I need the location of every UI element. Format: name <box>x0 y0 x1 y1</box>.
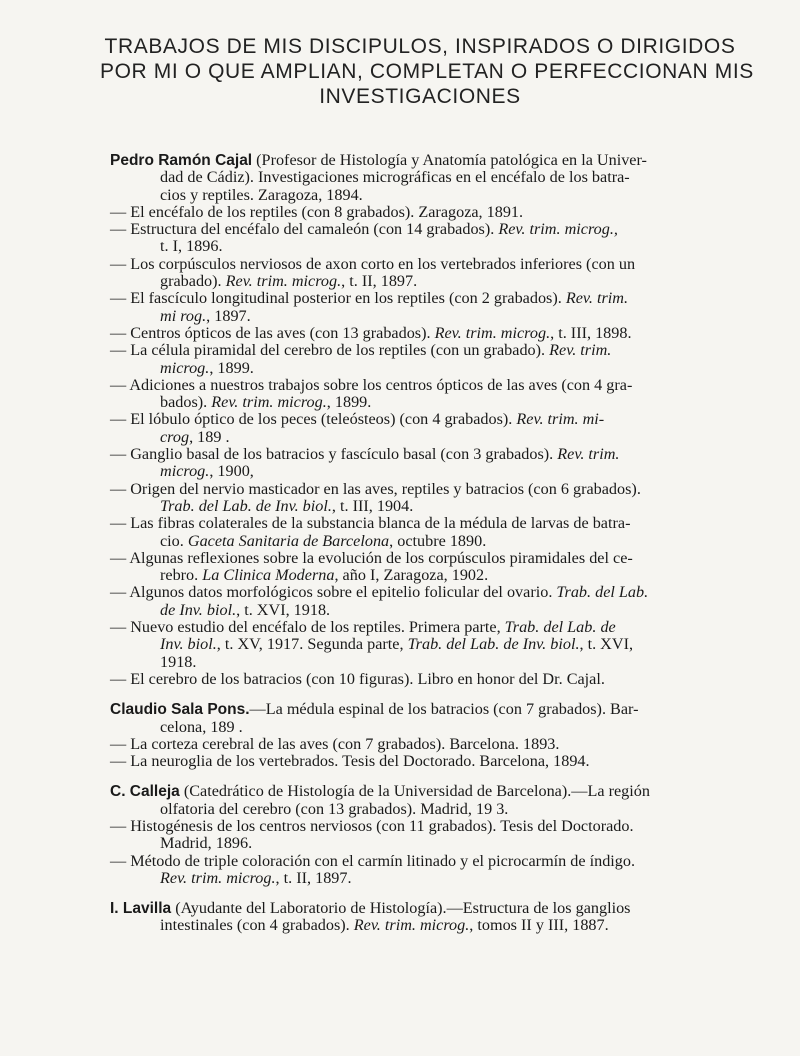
entry-text: cios y reptiles. Zaragoza, 1894. <box>160 185 363 204</box>
list-item <box>110 481 770 516</box>
item-text: — Algunos datos morfológicos sobre el epitelio folicular del ovario. <box>110 583 557 602</box>
item-text: , 189 . <box>189 427 230 446</box>
list-item <box>110 550 770 585</box>
item-text: — Origen del nervio masticador en las aves, reptiles y batracios (con 6 grabados). <box>110 479 641 498</box>
journal-title: Rev. trim. microg., <box>498 220 618 239</box>
journal-title: Rev. trim. microg. <box>353 916 470 935</box>
item-text: — La célula piramidal del cerebro de los reptiles (con un grabado). <box>110 341 550 360</box>
list-item: — El encéfalo de los reptiles (con 8 grabados). Zaragoza, 1891. <box>110 202 524 221</box>
item-text: , t. XVI, 1918. <box>236 600 331 619</box>
item-text: — Adiciones a nuestros trabajos sobre los centros ópticos de las aves (con 4 gra- <box>110 375 633 394</box>
list-item <box>110 290 770 325</box>
item-text: 1918. <box>160 652 197 671</box>
journal-title: microg. <box>160 358 210 377</box>
entry-text: , tomos II y III, 1887. <box>469 916 609 935</box>
item-text: — Las fibras colaterales de la substancia blanca de la médula de larvas de batra- <box>110 514 631 533</box>
item-text: — Los corpúsculos nerviosos de axon corto en los vertebrados inferiores (con un <box>110 254 636 273</box>
list-item <box>110 342 770 377</box>
item-text: — Método de triple coloración con el carmín litinado y el picrocarmín de índigo. <box>110 851 636 870</box>
item-text: , t. III, 1904. <box>331 496 414 515</box>
page-title <box>100 34 754 109</box>
item-text: , 1897. <box>206 306 251 325</box>
list-item <box>110 818 770 853</box>
list-item <box>110 411 770 446</box>
journal-title: Rev. trim. microg. <box>160 868 276 887</box>
list-item: — La corteza cerebral de las aves (con 7 grabados). Barcelona. 1893. <box>110 734 560 753</box>
journal-title: Rev. trim. microg. <box>211 393 327 412</box>
entry-text: celona, 189 . <box>160 717 243 736</box>
item-text: , 1899. <box>209 358 254 377</box>
list-item <box>110 853 770 888</box>
journal-title: Rev. trim. <box>549 341 612 360</box>
list-item <box>110 377 770 412</box>
item-text: — El fascículo longitudinal posterior en los reptiles (con 2 grabados). <box>110 289 566 308</box>
list-item <box>110 584 770 619</box>
entry-text: (Ayudante del Laboratorio de Histología).—Estructura de los ganglios <box>171 899 631 918</box>
item-text: t. I, 1896. <box>160 237 223 256</box>
entry-text: olfatoria del cerebro (con 13 grabados). Madrid, 19 3. <box>160 799 509 818</box>
journal-title: Rev. trim. <box>565 289 629 308</box>
item-text: , 1899. <box>326 393 372 412</box>
item-text: rebro. <box>160 566 203 585</box>
item-text: — Ganglio basal de los batracios y fascículo basal (con 3 grabados). <box>110 445 558 464</box>
title-line: POR MI O QUE AMPLIAN, COMPLETAN O PERFECCIONAN MIS <box>100 60 754 83</box>
list-item <box>110 256 770 291</box>
item-text: — El lóbulo óptico de los peces (teleósteos) (con 4 grabados). <box>110 410 517 429</box>
list-item <box>110 446 770 481</box>
item-text: — Algunas reflexiones sobre la evolución de los corpúsculos piramidales del ce- <box>110 548 633 567</box>
entry-i-lavilla <box>110 900 770 935</box>
entry-text: (Catedrático de Histología de la Universidad de Barcelona).—La región <box>179 782 650 801</box>
list-item: — La neuroglia de los vertebrados. Tesis del Doctorado. Barcelona, 1894. <box>110 752 590 771</box>
author-name: I. Lavilla <box>110 900 172 918</box>
item-text: — Centros ópticos de las aves (con 13 grabados). <box>110 323 435 342</box>
journal-title: Rev. trim. microg. <box>434 323 551 342</box>
author-name: Claudio Sala Pons. <box>110 701 250 719</box>
entry-claudio-sala-pons <box>110 701 770 770</box>
journal-title: Rev. trim. microg. <box>225 272 342 291</box>
author-name: C. Calleja <box>110 783 180 801</box>
item-text: , t. XV, 1917. Segunda parte, <box>216 635 408 654</box>
item-text: bados). <box>160 393 212 412</box>
entry-c-calleja <box>110 783 770 887</box>
item-text: — Estructura del encéfalo del camaleón (con 14 grabados). <box>110 220 499 239</box>
item-text: — Nuevo estudio del encéfalo de los reptiles. Primera parte, <box>110 618 505 637</box>
item-text: Madrid, 1896. <box>160 834 253 853</box>
list-item: — El cerebro de los batracios (con 10 figuras). Libro en honor del Dr. Cajal. <box>110 669 605 688</box>
list-item <box>110 619 770 671</box>
item-text: , año I, Zaragoza, 1902. <box>334 566 489 585</box>
entry-text: —La médula espinal de los batracios (con 7 grabados). Bar- <box>249 700 639 719</box>
journal-title: de Inv. biol. <box>160 600 237 619</box>
item-text: cio. <box>160 531 188 550</box>
journal-title: Trab. del Lab. de Inv. biol. <box>407 635 580 654</box>
list-item <box>110 325 770 342</box>
journal-title: Trab. del Lab. de Inv. biol. <box>160 496 332 515</box>
entry-pedro-ramon-cajal <box>110 152 770 688</box>
list-item <box>110 515 770 550</box>
item-text: , t. II, 1897. <box>341 272 418 291</box>
entry-text: (Profesor de Histología y Anatomía patológica en la Univer- <box>252 151 647 169</box>
journal-title: mi rog. <box>160 306 207 325</box>
journal-title: Rev. trim. <box>557 445 620 464</box>
title-line: TRABAJOS DE MIS DISCIPULOS, INSPIRADOS O DIRIGIDOS <box>104 35 736 58</box>
bibliography <box>110 152 770 935</box>
list-item <box>110 221 770 256</box>
journal-title: Gaceta Sanitaria de Barcelona <box>187 531 390 550</box>
journal-title: microg. <box>160 462 210 481</box>
item-text: , t. III, 1898. <box>550 323 632 342</box>
journal-title: La Clinica Moderna <box>202 566 335 585</box>
entry-text: dad de Cádiz). Investigaciones micrográficas en el encéfalo de los batra- <box>160 168 630 187</box>
item-text: — Histogénesis de los centros nerviosos (con 11 grabados). Tesis del Doctorado. <box>110 816 634 835</box>
item-text: , octubre 1890. <box>389 531 487 550</box>
item-text: , t. XVI, <box>579 635 634 654</box>
journal-title: Trab. del Lab. <box>556 583 649 602</box>
title-line: INVESTIGACIONES <box>319 85 521 108</box>
journal-title: Inv. biol. <box>160 635 217 654</box>
author-name: Pedro Ramón Cajal <box>110 152 253 169</box>
journal-title: Trab. del Lab. de <box>504 618 616 637</box>
journal-title: crog <box>160 427 190 446</box>
entry-text: intestinales (con 4 grabados). <box>160 916 354 935</box>
item-text: , t. II, 1897. <box>275 868 352 887</box>
item-text: , 1900, <box>209 462 254 481</box>
journal-title: Rev. trim. mi- <box>516 410 605 429</box>
item-text: grabado). <box>160 272 226 291</box>
